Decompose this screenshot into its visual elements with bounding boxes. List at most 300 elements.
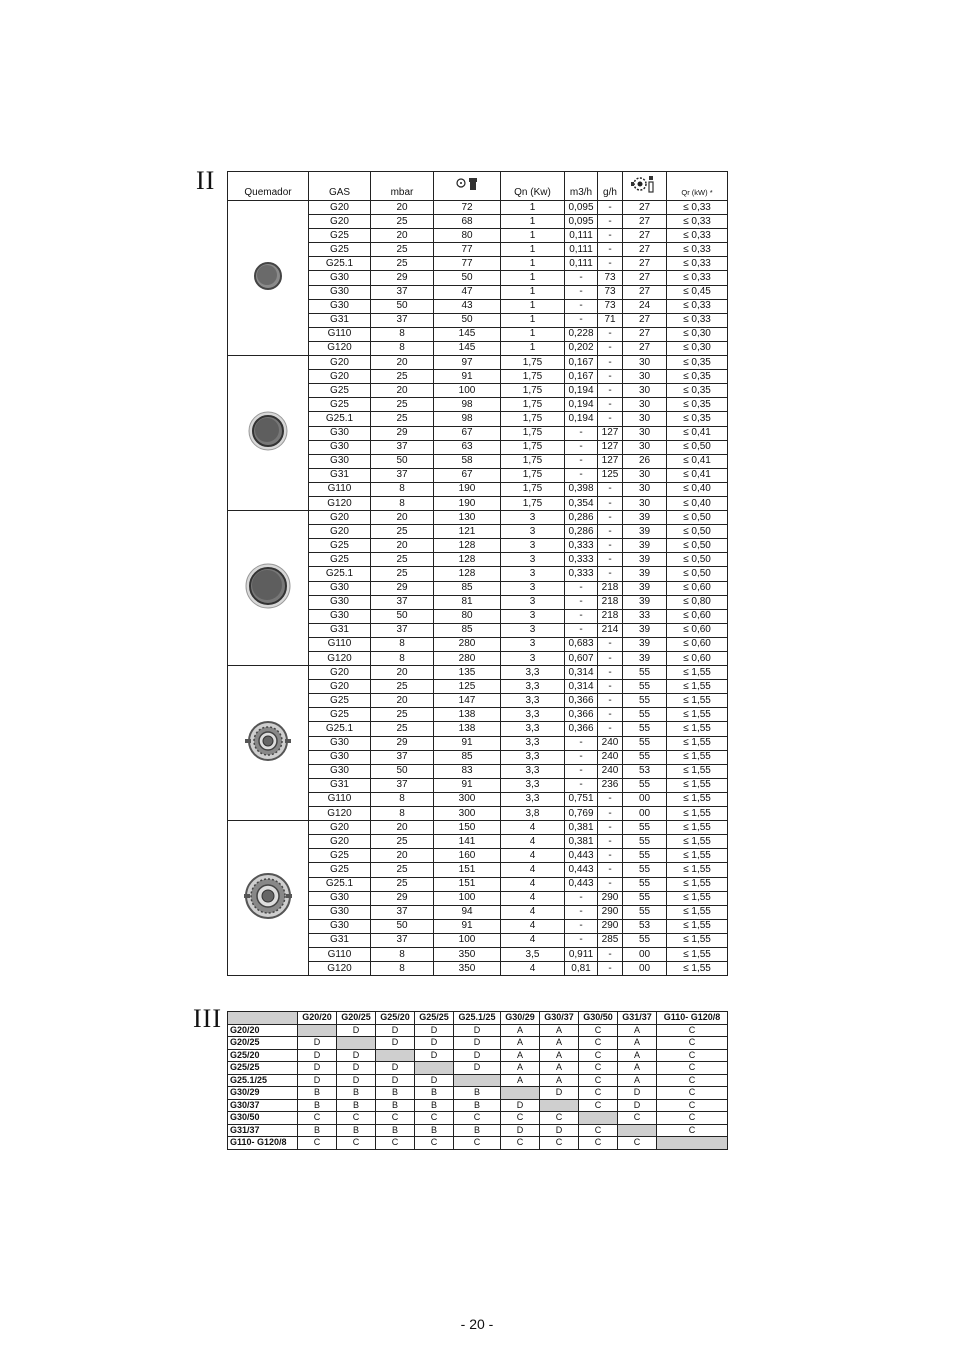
table-cell: ≤ 1,55 [667, 933, 728, 947]
table-cell: ≤ 1,55 [667, 792, 728, 806]
table-cell: 240 [598, 736, 623, 750]
table-cell: 236 [598, 778, 623, 792]
table-cell: 4 [501, 821, 565, 835]
table-row [228, 1124, 728, 1137]
table-cell: 3 [501, 525, 565, 539]
table-cell: C [579, 1049, 618, 1062]
table-cell: 37 [371, 933, 434, 947]
table-cell: G25.1 [309, 412, 371, 426]
table-cell: G120 [309, 807, 371, 821]
table-cell: 1,75 [501, 440, 565, 454]
table-cell: - [598, 680, 623, 694]
table-cell: G110 [309, 792, 371, 806]
table-cell: ≤ 1,55 [667, 891, 728, 905]
table-cell: ≤ 0,35 [667, 356, 728, 370]
table-cell: ≤ 1,55 [667, 666, 728, 680]
table-cell: 8 [371, 496, 434, 510]
table-cell [337, 1037, 376, 1050]
row-header: G25.1/25 [228, 1074, 298, 1087]
gas-conversion-table [227, 1011, 728, 1150]
table-cell: D [454, 1024, 501, 1037]
table-cell: - [565, 595, 598, 609]
table-cell: G31 [309, 313, 371, 327]
table-cell: D [337, 1074, 376, 1087]
table-cell: 55 [623, 835, 667, 849]
table-cell: G20 [309, 201, 371, 215]
row-header: G20/25 [228, 1037, 298, 1050]
table-cell: 55 [623, 666, 667, 680]
table-cell [376, 1049, 415, 1062]
table-cell: 1 [501, 201, 565, 215]
table-header-row [228, 172, 728, 201]
table-cell: C [501, 1137, 540, 1150]
table-cell: ≤ 0,40 [667, 496, 728, 510]
table-cell: - [565, 454, 598, 468]
table-cell: C [579, 1074, 618, 1087]
table-cell: 3,3 [501, 736, 565, 750]
table-cell: 37 [371, 750, 434, 764]
table-cell: 8 [371, 652, 434, 666]
table-cell: G25 [309, 849, 371, 863]
table-cell: 30 [623, 496, 667, 510]
table-cell: G31 [309, 933, 371, 947]
table-cell: - [598, 356, 623, 370]
table-row [228, 1099, 728, 1112]
table-cell: 0,314 [565, 680, 598, 694]
table-cell: ≤ 0,41 [667, 454, 728, 468]
table-cell: 55 [623, 680, 667, 694]
burner-triple-crown-icon [243, 716, 293, 766]
table-cell: D [337, 1049, 376, 1062]
table-row [228, 201, 728, 215]
table-cell: ≤ 0,50 [667, 539, 728, 553]
table-cell: 8 [371, 327, 434, 341]
table-cell: 3 [501, 511, 565, 525]
table-cell [579, 1112, 618, 1125]
row-header: G25/20 [228, 1049, 298, 1062]
table-cell: - [598, 215, 623, 229]
table-cell: ≤ 0,35 [667, 398, 728, 412]
table-cell: 25 [371, 863, 434, 877]
header-m3h: m3/h [565, 172, 598, 201]
table-cell: - [598, 652, 623, 666]
table-cell: 0,167 [565, 370, 598, 384]
table-cell: 26 [623, 454, 667, 468]
table-cell: 43 [434, 299, 501, 313]
table-cell: - [598, 962, 623, 976]
table-cell: - [598, 722, 623, 736]
table-cell: 30 [623, 370, 667, 384]
table-cell: 1 [501, 299, 565, 313]
table-cell: 145 [434, 327, 501, 341]
table-cell: ≤ 0,50 [667, 525, 728, 539]
table-cell: 30 [623, 468, 667, 482]
table-cell: ≤ 0,30 [667, 341, 728, 355]
table-cell: ≤ 1,55 [667, 962, 728, 976]
table-cell: 4 [501, 891, 565, 905]
table-cell: - [598, 835, 623, 849]
table-cell: 94 [434, 905, 501, 919]
table-cell: B [415, 1124, 454, 1137]
table-cell: 55 [623, 821, 667, 835]
table-cell: A [618, 1074, 657, 1087]
section-3-label: III [193, 1004, 222, 1033]
table-cell: - [565, 609, 598, 623]
table-cell: 4 [501, 849, 565, 863]
table-cell: - [565, 750, 598, 764]
table-cell: 0,194 [565, 384, 598, 398]
header-gas: GAS [309, 172, 371, 201]
burner-cell [228, 511, 309, 666]
header-burner: Quemador [228, 172, 309, 201]
table-cell: 128 [434, 539, 501, 553]
table-cell: 218 [598, 581, 623, 595]
table-cell: 0,111 [565, 243, 598, 257]
table-cell: 50 [371, 454, 434, 468]
table-cell: - [598, 327, 623, 341]
table-cell: A [618, 1049, 657, 1062]
table-cell: ≤ 0,45 [667, 285, 728, 299]
table-cell: 27 [623, 341, 667, 355]
table-cell: 0,398 [565, 482, 598, 496]
table-cell: 55 [623, 736, 667, 750]
row-header: G30/29 [228, 1087, 298, 1100]
table-cell: 3,3 [501, 750, 565, 764]
table-cell: 1 [501, 327, 565, 341]
table-cell: 0,167 [565, 356, 598, 370]
table-cell: C [657, 1037, 728, 1050]
table-cell: 68 [434, 215, 501, 229]
table-cell: 190 [434, 496, 501, 510]
table-cell: G110 [309, 327, 371, 341]
table-cell: 3 [501, 595, 565, 609]
table-cell: 67 [434, 468, 501, 482]
table-cell: - [598, 243, 623, 257]
table-cell: ≤ 0,33 [667, 215, 728, 229]
burner-cell [228, 666, 309, 821]
table-cell: 151 [434, 863, 501, 877]
table-cell: 20 [371, 201, 434, 215]
table-cell: 25 [371, 243, 434, 257]
table-cell: A [618, 1037, 657, 1050]
header-pressure: mbar [371, 172, 434, 201]
table-cell: ≤ 1,55 [667, 750, 728, 764]
table-cell: - [598, 877, 623, 891]
table-cell: 8 [371, 807, 434, 821]
table-cell: 1,75 [501, 412, 565, 426]
table-cell: D [501, 1099, 540, 1112]
table-cell: 1,75 [501, 356, 565, 370]
conversion-header-row [228, 1012, 728, 1025]
table-cell: D [337, 1024, 376, 1037]
table-cell: C [337, 1137, 376, 1150]
table-row [228, 1137, 728, 1150]
row-header: G30/50 [228, 1112, 298, 1125]
table-cell: G20 [309, 511, 371, 525]
table-cell [618, 1124, 657, 1137]
table-cell: B [298, 1087, 337, 1100]
table-cell: 29 [371, 581, 434, 595]
table-cell: 58 [434, 454, 501, 468]
table-cell: 39 [623, 623, 667, 637]
table-cell: 1,75 [501, 482, 565, 496]
table-cell: ≤ 0,41 [667, 426, 728, 440]
table-cell: 4 [501, 962, 565, 976]
table-cell: G30 [309, 919, 371, 933]
table-cell: 0,751 [565, 792, 598, 806]
table-cell: D [376, 1074, 415, 1087]
table-cell: - [565, 440, 598, 454]
table-cell: D [415, 1074, 454, 1087]
table-cell: G25 [309, 863, 371, 877]
table-cell: G25 [309, 553, 371, 567]
table-cell: B [376, 1087, 415, 1100]
table-cell: 1 [501, 243, 565, 257]
table-cell: 85 [434, 623, 501, 637]
table-cell: 190 [434, 482, 501, 496]
table-cell: 0,366 [565, 722, 598, 736]
table-cell: 73 [598, 299, 623, 313]
table-cell: ≤ 0,33 [667, 313, 728, 327]
table-cell: G20 [309, 356, 371, 370]
column-header: G30/50 [579, 1012, 618, 1025]
table-cell: D [337, 1062, 376, 1075]
table-cell: 29 [371, 736, 434, 750]
table-cell: D [298, 1049, 337, 1062]
table-cell: ≤ 1,55 [667, 736, 728, 750]
table-cell: 30 [623, 482, 667, 496]
table-cell: C [298, 1137, 337, 1150]
table-cell: G25.1 [309, 567, 371, 581]
table-cell: 25 [371, 370, 434, 384]
table-cell: G30 [309, 764, 371, 778]
table-cell: - [598, 511, 623, 525]
table-cell: ≤ 1,55 [667, 708, 728, 722]
table-cell: 1,75 [501, 384, 565, 398]
table-cell: - [598, 849, 623, 863]
table-cell: 4 [501, 905, 565, 919]
table-cell: 4 [501, 933, 565, 947]
table-cell: - [598, 201, 623, 215]
table-cell: 91 [434, 919, 501, 933]
column-header: G31/37 [618, 1012, 657, 1025]
table-cell: 0,366 [565, 708, 598, 722]
table-cell: 85 [434, 750, 501, 764]
table-cell: ≤ 0,41 [667, 468, 728, 482]
table-cell: C [540, 1112, 579, 1125]
table-cell: 27 [623, 243, 667, 257]
table-cell: - [598, 553, 623, 567]
table-cell: ≤ 0,60 [667, 581, 728, 595]
table-cell: C [376, 1112, 415, 1125]
table-cell: 0,095 [565, 215, 598, 229]
table-cell: 1,75 [501, 468, 565, 482]
table-cell: 39 [623, 553, 667, 567]
table-cell: 37 [371, 313, 434, 327]
table-cell: C [579, 1037, 618, 1050]
table-cell: ≤ 0,33 [667, 201, 728, 215]
table-cell: 30 [623, 440, 667, 454]
table-cell: 1 [501, 313, 565, 327]
table-cell: 39 [623, 652, 667, 666]
table-cell: 8 [371, 482, 434, 496]
table-cell: 3,3 [501, 708, 565, 722]
table-cell: 1,75 [501, 496, 565, 510]
table-cell: 85 [434, 581, 501, 595]
table-cell: 1 [501, 229, 565, 243]
table-cell: 128 [434, 553, 501, 567]
table-cell: G25.1 [309, 257, 371, 271]
table-cell: C [501, 1112, 540, 1125]
table-cell: 0,443 [565, 849, 598, 863]
table-cell: ≤ 0,50 [667, 440, 728, 454]
table-cell: 3 [501, 609, 565, 623]
table-cell: 73 [598, 271, 623, 285]
table-cell: 127 [598, 454, 623, 468]
table-cell: C [657, 1087, 728, 1100]
table-cell: 121 [434, 525, 501, 539]
table-cell: D [298, 1037, 337, 1050]
table-cell: 91 [434, 778, 501, 792]
table-cell: C [540, 1137, 579, 1150]
table-cell: 39 [623, 595, 667, 609]
table-cell: 97 [434, 356, 501, 370]
table-cell: D [540, 1087, 579, 1100]
table-cell: 20 [371, 511, 434, 525]
table-cell: 0,314 [565, 666, 598, 680]
table-cell: G30 [309, 595, 371, 609]
table-row [228, 1024, 728, 1037]
table-cell: 3,3 [501, 694, 565, 708]
table-cell: 20 [371, 539, 434, 553]
table-cell: 214 [598, 623, 623, 637]
table-cell: - [598, 482, 623, 496]
table-cell: A [540, 1074, 579, 1087]
table-cell: G20 [309, 525, 371, 539]
table-cell: 280 [434, 652, 501, 666]
table-cell: C [657, 1074, 728, 1087]
table-cell: 0,911 [565, 947, 598, 961]
table-cell: B [298, 1099, 337, 1112]
table-cell: 4 [501, 863, 565, 877]
table-cell: G30 [309, 905, 371, 919]
table-cell: 8 [371, 792, 434, 806]
table-cell: 00 [623, 792, 667, 806]
table-cell: 100 [434, 384, 501, 398]
table-cell: 0,607 [565, 652, 598, 666]
table-cell: C [618, 1112, 657, 1125]
section-2-label: II [196, 166, 216, 195]
table-cell: G20 [309, 821, 371, 835]
table-cell: 0,381 [565, 821, 598, 835]
table-cell: 27 [623, 327, 667, 341]
table-cell: 138 [434, 708, 501, 722]
table-cell: 24 [623, 299, 667, 313]
table-cell: B [415, 1087, 454, 1100]
burner-gas-table [227, 171, 728, 976]
table-cell: G25.1 [309, 722, 371, 736]
table-cell: 71 [598, 313, 623, 327]
table-cell: 3,3 [501, 722, 565, 736]
table-cell: A [618, 1024, 657, 1037]
table-cell: G30 [309, 750, 371, 764]
table-cell: ≤ 0,60 [667, 609, 728, 623]
table-cell: 77 [434, 243, 501, 257]
table-cell: ≤ 0,40 [667, 482, 728, 496]
table-cell: - [598, 637, 623, 651]
table-cell: ≤ 1,55 [667, 905, 728, 919]
table-cell: ≤ 1,55 [667, 863, 728, 877]
table-cell [501, 1087, 540, 1100]
table-cell: ≤ 0,35 [667, 370, 728, 384]
table-cell: G120 [309, 341, 371, 355]
table-cell: 130 [434, 511, 501, 525]
table-cell: 100 [434, 891, 501, 905]
table-cell: C [579, 1062, 618, 1075]
table-cell: ≤ 0,50 [667, 511, 728, 525]
page-number: - 20 - [460, 1316, 494, 1332]
table-cell: C [657, 1124, 728, 1137]
table-cell: 280 [434, 637, 501, 651]
table-cell: 27 [623, 229, 667, 243]
burner-small-icon [243, 251, 293, 301]
table-cell: D [618, 1099, 657, 1112]
table-cell: G25 [309, 694, 371, 708]
table-row [228, 1062, 728, 1075]
table-cell: - [598, 370, 623, 384]
table-cell: 39 [623, 525, 667, 539]
burner-semirapid-icon [243, 406, 293, 456]
table-cell: 50 [434, 313, 501, 327]
table-cell: C [579, 1087, 618, 1100]
table-cell: C [657, 1112, 728, 1125]
table-cell: D [618, 1087, 657, 1100]
table-cell: 83 [434, 764, 501, 778]
row-header: G31/37 [228, 1124, 298, 1137]
table-cell: A [540, 1037, 579, 1050]
table-cell: ≤ 0,35 [667, 384, 728, 398]
table-cell: 290 [598, 905, 623, 919]
table-cell: 0,202 [565, 341, 598, 355]
table-cell: 3,5 [501, 947, 565, 961]
table-cell: G25.1 [309, 877, 371, 891]
table-cell [415, 1062, 454, 1075]
header-bypass [623, 172, 667, 201]
table-cell: C [454, 1137, 501, 1150]
table-cell: 0,333 [565, 539, 598, 553]
table-cell: 80 [434, 229, 501, 243]
column-header: G25.1/25 [454, 1012, 501, 1025]
table-cell: 0,443 [565, 877, 598, 891]
table-cell: 25 [371, 567, 434, 581]
table-cell: G110 [309, 947, 371, 961]
table-cell: 3 [501, 623, 565, 637]
table-cell: 37 [371, 623, 434, 637]
table-cell: ≤ 1,55 [667, 778, 728, 792]
table-cell: - [598, 257, 623, 271]
table-cell: 3,3 [501, 792, 565, 806]
table-cell: 125 [598, 468, 623, 482]
table-cell: 39 [623, 637, 667, 651]
table-cell: G20 [309, 370, 371, 384]
table-cell: C [415, 1137, 454, 1150]
table-cell: 0,366 [565, 694, 598, 708]
table-cell: D [298, 1074, 337, 1087]
table-cell: G30 [309, 736, 371, 750]
table-cell: 0,683 [565, 637, 598, 651]
table-cell: D [376, 1062, 415, 1075]
table-cell: B [376, 1099, 415, 1112]
